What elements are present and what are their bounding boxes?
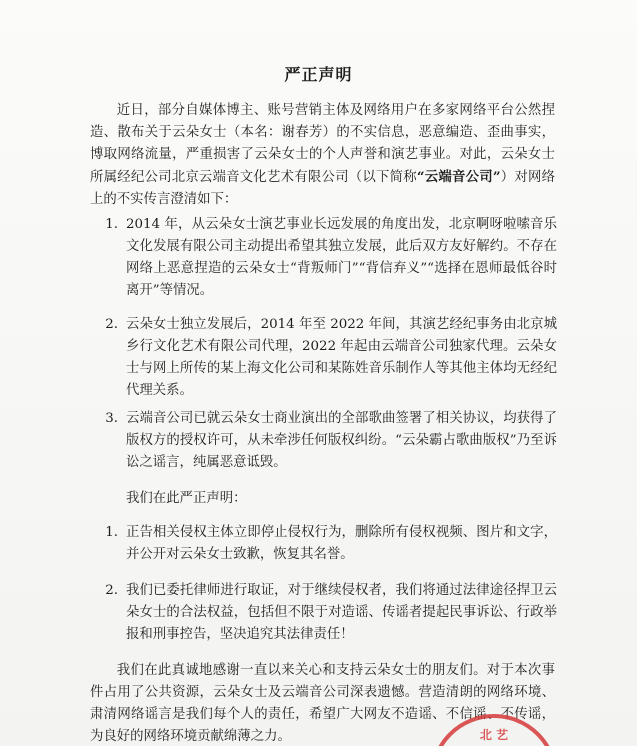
declaration-heading: 我们在此严正声明：	[126, 491, 247, 506]
item-number: 3.	[105, 411, 118, 426]
item-text: 正告相关侵权主体立即停止侵权行为，删除所有侵权视频、图片和文字，并公开对云朵女士致歉，恢复其名誉。	[126, 525, 557, 562]
intro-bold-company: “云端音公司”	[416, 169, 501, 185]
item-text: 云端音公司已就云朵女士商业演出的全部歌曲签署了相关协议，均获得了版权方的授权许可，从未牵涉任何版权纠纷。“云朵霸占歌曲版权”乃至诉讼之谣言，纯属恶意诋毁。	[126, 411, 557, 470]
item-number: 2.	[105, 317, 118, 332]
declaration-item-1	[105, 522, 557, 566]
intro-text-2: ）对网络上的不实传言澄清如下：	[90, 170, 555, 207]
clarification-item-2	[105, 314, 557, 402]
closing-paragraph: 我们在此真诚地感谢一直以来关心和支持云朵女士的朋友们。对于本次事件占用了公共资源，云朵女士及云端音公司深表遗憾。营造清朗的网络环境、肃清网络谣言是我们每个人的责任，希望广大网友不造谣、不信谣、不传谣，为良好的网络环境贡献绵薄之力。	[90, 663, 555, 744]
item-text: 我们已委托律师进行取证，对于继续侵权者，我们将通过法律途径捍卫云朵女士的合法权益，包括但不限于对造谣、传谣者提起民事诉讼、行政举报和刑事控告，坚决追究其法律责任！	[126, 583, 557, 642]
intro-paragraph	[90, 100, 555, 211]
item-number: 2.	[105, 583, 118, 598]
item-text: 2014 年，从云朵女士演艺事业长远发展的角度出发，北京啊呀啦嗦音乐文化发展有限公司主动提出希望其独立发展，此后双方友好解约。不存在网络上恶意捏造的云朵女士“背叛师门”“背信弃义”“选择在恩师最低谷时离开”等情况。	[126, 217, 557, 298]
item-text: 云朵女士独立发展后，2014 年至 2022 年间，其演艺经纪事务由北京城乡行文化艺术有限公司代理，2022 年起由云端音公司独家代理。云朵女士与网上所传的某上海文化公司和某陈姓音乐制作人等其他主体均无经纪代理关系。	[126, 317, 557, 398]
clarification-item-3	[105, 408, 557, 474]
intro-text-1: 近日，部分自媒体博主、账号营销主体及网络用户在多家网络平台公然捏造、散布关于云朵女士（本名：谢春芳）的不实信息，恶意编造、歪曲事实，博取网络流量，严重损害了云朵女士的个人声誉和演艺事业。对此，云朵女士所属经纪公司北京云端音文化艺术有限公司（以下简称	[90, 103, 555, 185]
seal-text: 北 艺	[479, 728, 509, 742]
item-number: 1.	[105, 525, 118, 540]
document-title: 严正声明	[284, 65, 353, 84]
clarification-item-1	[105, 214, 557, 302]
item-number: 1.	[105, 217, 118, 232]
declaration-item-2	[105, 580, 557, 646]
